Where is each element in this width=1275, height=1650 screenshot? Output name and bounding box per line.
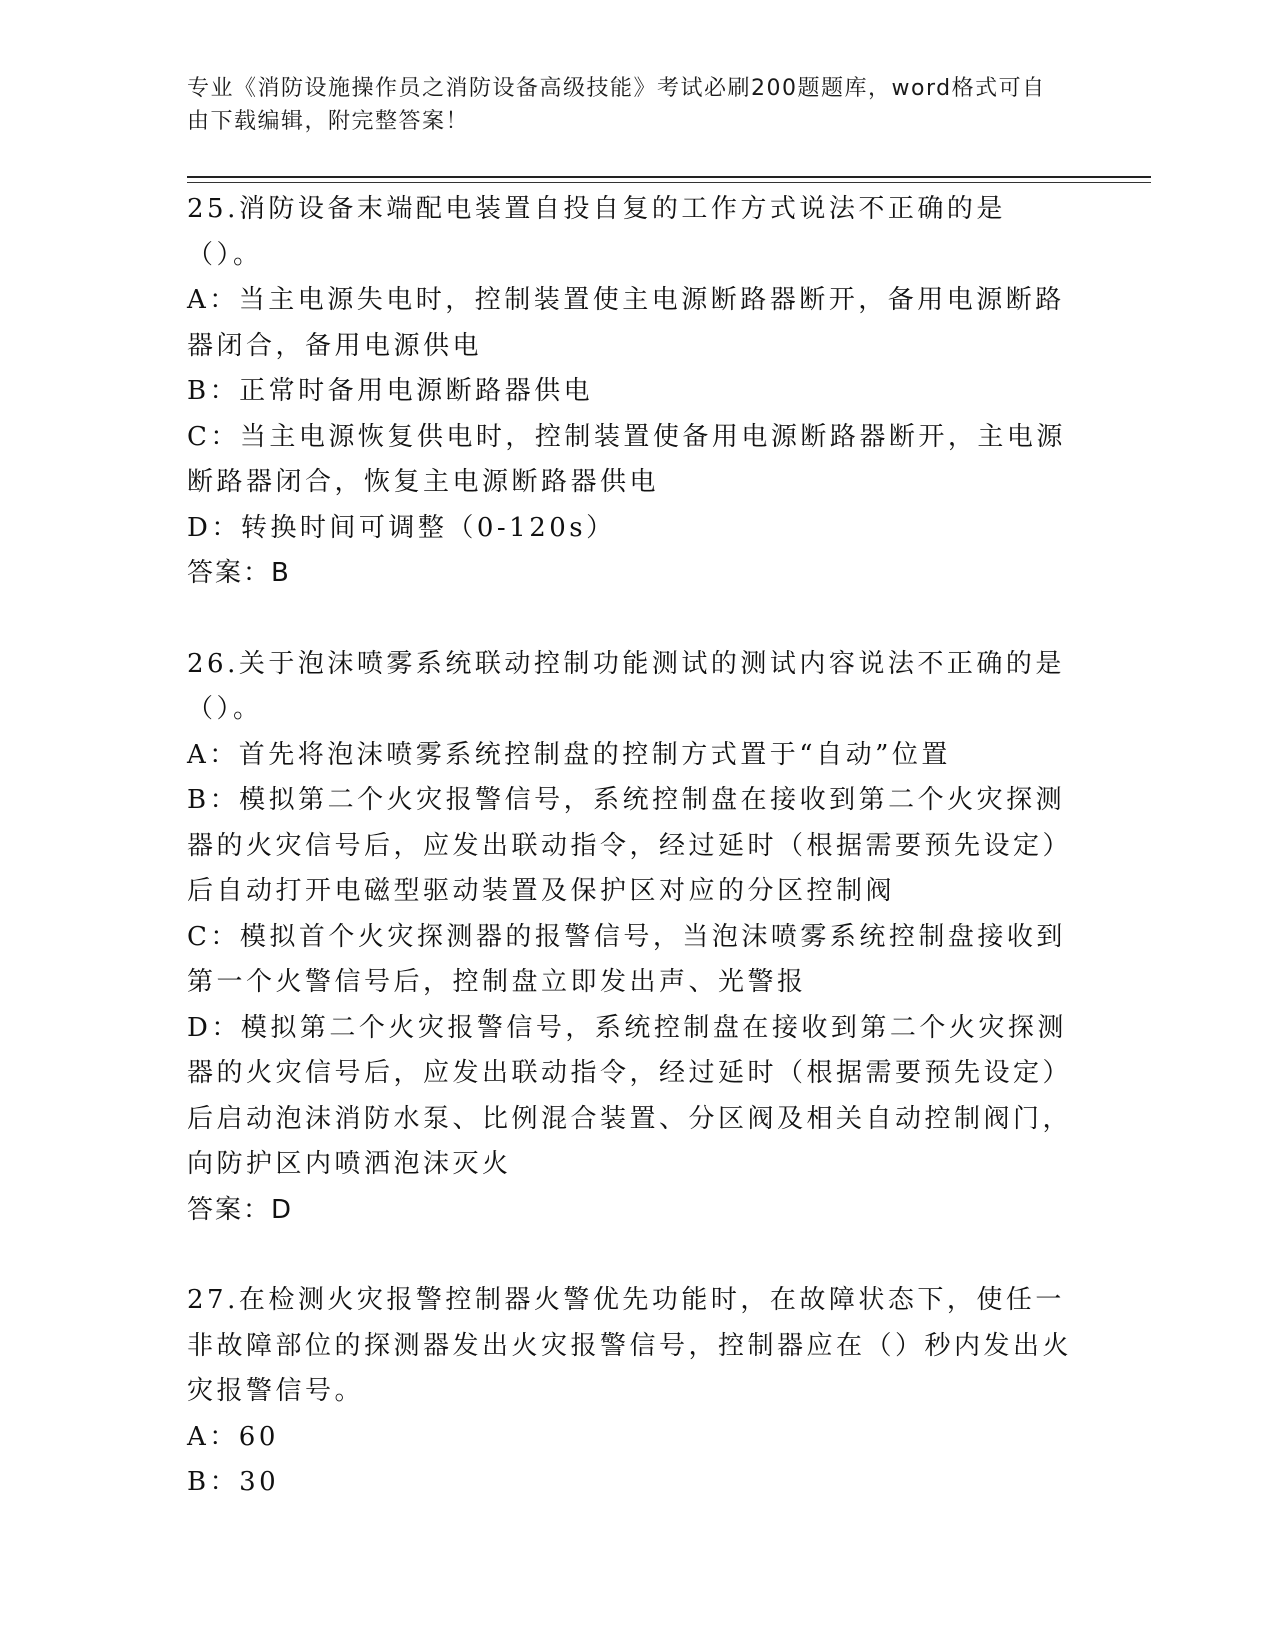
- header-divider-thin: [187, 182, 1151, 183]
- question-26: [187, 642, 1077, 1234]
- header-divider-thick: [187, 176, 1151, 178]
- option-a: A：当主电源失电时，控制装置使主电源断路器断开，备用电源断路器闭合，备用电源供电: [187, 285, 1065, 361]
- option-a: A：60: [187, 1421, 279, 1452]
- question-list: [187, 187, 1077, 1551]
- option-d: D：转换时间可调整（0-120s）: [187, 512, 616, 543]
- option-b: B：模拟第二个火灾报警信号，系统控制盘在接收到第二个火灾探测器的火灾信号后，应发出联动指令，经过延时（根据需要预先设定）后自动打开电磁型驱动装置及保护区对应的分区控制阀: [187, 785, 1073, 906]
- option-c: C：模拟首个火灾探测器的报警信号，当泡沫喷雾系统控制盘接收到第一个火警信号后，控制盘立即发出声、光警报: [187, 921, 1066, 997]
- question-25: [187, 187, 1077, 597]
- answer-label: 答案：D: [187, 1194, 294, 1225]
- question-27: [187, 1278, 1077, 1506]
- answer-label: 答案：B: [187, 558, 291, 588]
- option-b: B：30: [187, 1467, 280, 1497]
- option-c: C：当主电源恢复供电时，控制装置使备用电源断路器断开，主电源断路器闭合，恢复主电源断路器供电: [187, 421, 1066, 497]
- option-a: A：首先将泡沫喷雾系统控制盘的控制方式置于“自动”位置: [187, 739, 951, 770]
- question-stem: 25.消防设备末端配电装置自投自复的工作方式说法不正确的是（）。: [187, 194, 1006, 270]
- question-stem: 26.关于泡沫喷雾系统联动控制功能测试的测试内容说法不正确的是（）。: [187, 648, 1065, 724]
- option-d: D：模拟第二个火灾报警信号，系统控制盘在接收到第二个火灾探测器的火灾信号后，应发出联动指令，经过延时（根据需要预先设定）后启动泡沫消防水泵、比例混合装置、分区阀及相关自动控制阀门，向防护区内喷洒泡沫灭火: [187, 1012, 1073, 1179]
- document-header: 专业《消防设施操作员之消防设备高级技能》考试必刷200题题库，word格式可自由下载编辑，附完整答案！: [187, 76, 1046, 134]
- question-stem: 27.在检测火灾报警控制器火警优先功能时，在故障状态下，使任一非故障部位的探测器发出火灾报警信号，控制器应在（）秒内发出火灾报警信号。: [187, 1285, 1073, 1406]
- option-b: B：正常时备用电源断路器供电: [187, 376, 594, 406]
